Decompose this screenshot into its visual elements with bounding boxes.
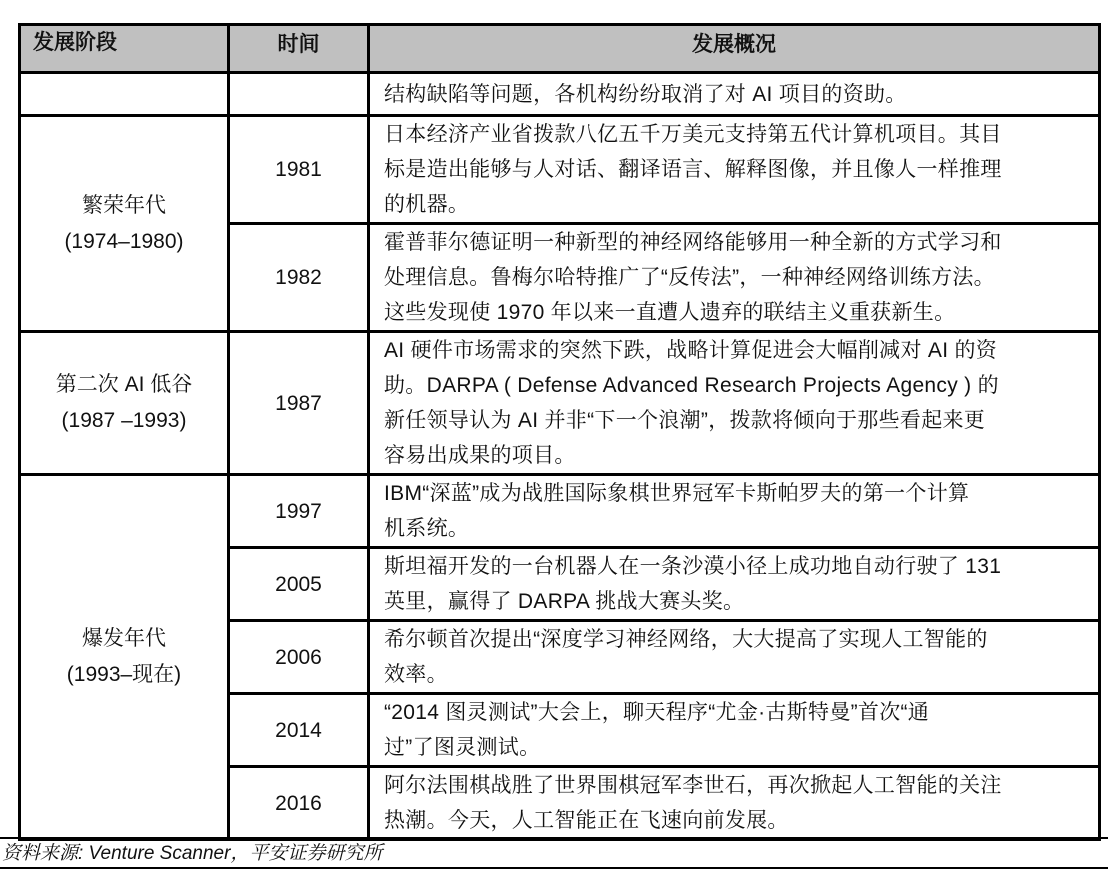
header-description: 发展概况: [369, 25, 1100, 73]
source-text: [2, 842, 382, 866]
description-cell: [369, 475, 1100, 548]
description-cell: [369, 116, 1100, 224]
description-line: 效率。: [384, 663, 448, 686]
description-line: 日本经济产业省拨款八亿五千万美元支持第五代计算机项目。其目: [384, 123, 1002, 146]
stage-cell: [20, 116, 229, 332]
header-stage: 发展阶段: [20, 25, 229, 73]
stage-cell: [20, 475, 229, 840]
description-line: 这些发现使 1970 年以来一直遭人遗弃的联结主义重获新生。: [384, 301, 956, 324]
description-cell: [369, 73, 1100, 116]
stage-name: 爆发年代: [82, 627, 166, 650]
source-name-latin: Venture Scanner: [83, 843, 231, 864]
time-cell: 1987: [229, 332, 369, 475]
stage-cell: [20, 332, 229, 475]
header-time: 时间: [229, 25, 369, 73]
description-line: 机系统。: [384, 517, 470, 540]
description-line: 助。DARPA ( Defense Advanced Research Projects Agency ) 的: [384, 374, 999, 397]
time-cell: 1997: [229, 475, 369, 548]
header-row: [20, 25, 1100, 73]
description-line: 新任领导认为 AI 并非“下一个浪潮”，拨款将倾向于那些看起来更: [384, 409, 986, 432]
description-cell: [369, 694, 1100, 767]
description-line: 处理信息。鲁梅尔哈特推广了“反传法”，一种神经网络训练方法。: [384, 266, 995, 289]
source-footer: [0, 837, 1108, 869]
source-label: 资料来源:: [2, 843, 84, 864]
time-cell: 2005: [229, 548, 369, 621]
description-cell: [369, 621, 1100, 694]
description-line: “2014 图灵测试”大会上，聊天程序“尤金·古斯特曼”首次“通: [384, 701, 930, 724]
description-line: 英里，赢得了 DARPA 挑战大赛头奖。: [384, 590, 745, 613]
description-line: 希尔顿首次提出“深度学习神经网络，大大提高了实现人工智能的: [384, 628, 988, 651]
time-cell: 1982: [229, 224, 369, 332]
description-line: IBM“深蓝”成为战胜国际象棋世界冠军卡斯帕罗夫的第一个计算: [384, 482, 970, 505]
stage-range: (1993–现在): [66, 663, 182, 686]
description-line: 标是造出能够与人对话、翻译语言、解释图像，并且像人一样推理: [384, 158, 1002, 181]
source-name-suffix: ，平安证券研究所: [230, 843, 383, 864]
description-line: 阿尔法围棋战胜了世界围棋冠军李世石，再次掀起人工智能的关注: [384, 774, 1002, 797]
ai-history-table: [18, 23, 1101, 841]
description-line: AI 硬件市场需求的突然下跌，战略计算促进会大幅削减对 AI 的资: [384, 339, 998, 362]
description-cell: [369, 767, 1100, 840]
time-cell: 2006: [229, 621, 369, 694]
stage-range: (1987 –1993): [61, 409, 187, 432]
time-cell: 2014: [229, 694, 369, 767]
table-row: [20, 332, 1100, 475]
time-cell-empty: [229, 73, 369, 116]
table-row: [20, 475, 1100, 548]
description-line: 热潮。今天，人工智能正在飞速向前发展。: [384, 809, 789, 832]
table-row-continuation: [20, 73, 1100, 116]
description-line: 霍普菲尔德证明一种新型的神经网络能够用一种全新的方式学习和: [384, 231, 1002, 254]
stage-name: 第二次 AI 低谷: [55, 373, 193, 396]
table-row: [20, 116, 1100, 224]
description-cell: [369, 224, 1100, 332]
description-line: 的机器。: [384, 193, 470, 216]
description-line: 容易出成果的项目。: [384, 444, 576, 467]
description-cell: [369, 548, 1100, 621]
description-line: 过”了图灵测试。: [384, 736, 541, 759]
stage-name: 繁荣年代: [82, 193, 166, 217]
time-cell: 1981: [229, 116, 369, 224]
stage-range: (1974–1980): [64, 229, 184, 253]
stage-cell-empty: [20, 73, 229, 116]
description-line: 斯坦福开发的一台机器人在一条沙漠小径上成功地自动行驶了 131: [384, 555, 1002, 578]
description-cell: [369, 332, 1100, 475]
description-line: 结构缺陷等问题，各机构纷纷取消了对 AI 项目的资助。: [384, 82, 907, 106]
time-cell: 2016: [229, 767, 369, 840]
